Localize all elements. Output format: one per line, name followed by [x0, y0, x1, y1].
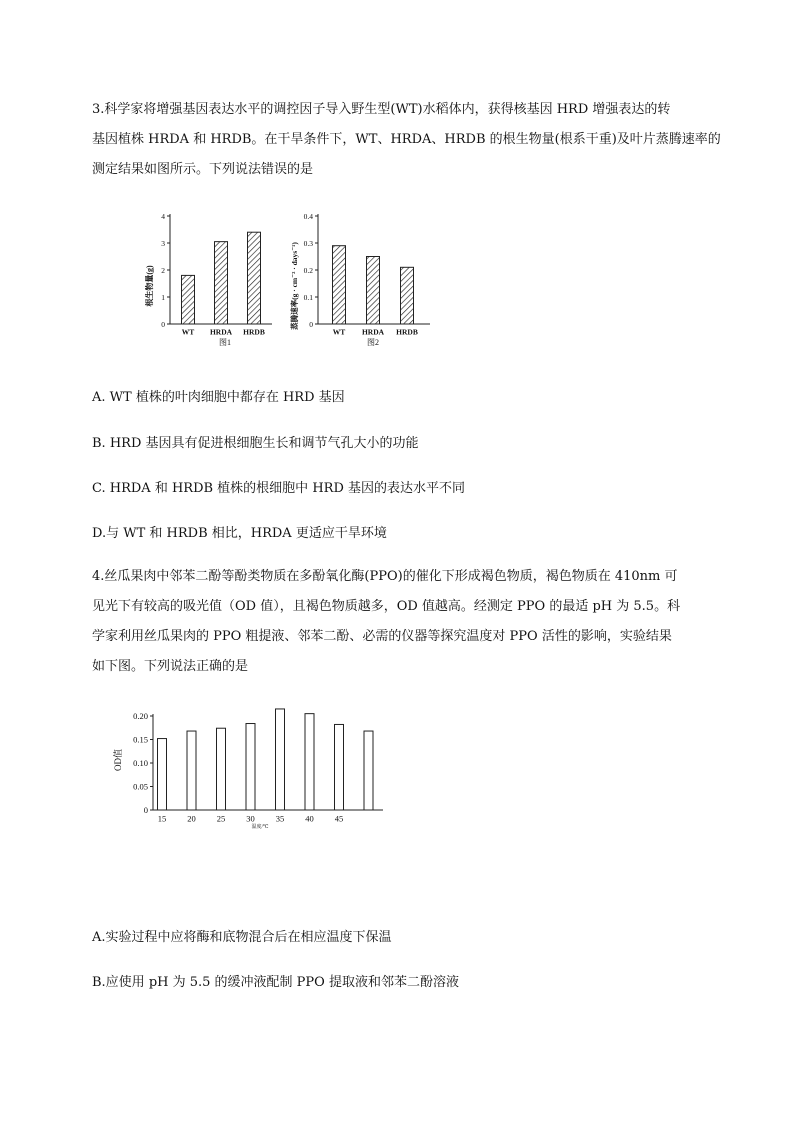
x-tick-label: 20 [187, 813, 196, 824]
y-tick-label: 0 [161, 320, 165, 329]
bar [187, 731, 196, 810]
y-tick-label: 0.3 [303, 239, 313, 248]
x-tick-label: WT [181, 327, 195, 337]
x-tick-label: 30 [246, 813, 255, 824]
chart-transpiration [289, 212, 430, 347]
bar [364, 731, 373, 810]
q4-option-a: A.实验过程中应将酶和底物混合后在相应温度下保温 [92, 930, 392, 945]
y-tick-label: 0.10 [133, 758, 148, 768]
x-tick-label: HRDA [361, 327, 385, 337]
bar [367, 257, 380, 325]
y-tick-label: 0.20 [133, 711, 148, 721]
q3-stem-line: 测定结果如图所示。下列说法错误的是 [92, 162, 314, 177]
chart1-ylabel: 根生物量(g) [145, 265, 154, 307]
chart-od-temperature [112, 709, 383, 830]
q3-stem-line: 基因植株 HRDA 和 HRDB。在干旱条件下，WT、HRDA、HRDB 的根生物量(根系干重)及叶片蒸腾速率的 [92, 132, 721, 147]
chart2-ylabel: 蒸腾速率(g · cm⁻² · days⁻¹) [290, 242, 299, 330]
chart3-ylabel: OD值 [113, 749, 123, 771]
y-tick-label: 2 [161, 266, 165, 275]
q3-option-a: A. WT 植株的叶肉细胞中都存在 HRD 基因 [92, 390, 345, 405]
bar [401, 267, 414, 324]
x-tick-label: HRDA [209, 327, 233, 337]
q4-figure [105, 700, 395, 835]
bar [215, 242, 228, 324]
y-tick-label: 0.2 [303, 266, 313, 275]
y-tick-label: 0 [309, 320, 313, 329]
bar [182, 275, 195, 324]
chart1-caption: 图1 [219, 338, 231, 347]
q4-stem-line: 4.丝瓜果肉中邻苯二酚等酚类物质在多酚氧化酶(PPO)的催化下形成褐色物质，褐色物质在 410nm 可 [92, 569, 678, 584]
x-tick-label: 25 [216, 813, 226, 824]
bar [335, 724, 344, 810]
y-tick-label: 0.4 [303, 212, 313, 221]
y-tick-label: 3 [161, 239, 165, 248]
x-tick-label: WT [332, 327, 346, 337]
bar [158, 739, 167, 810]
x-tick-label: HRDB [243, 327, 265, 337]
bar [305, 714, 314, 810]
q3-stem-line: 3.科学家将增强基因表达水平的调控因子导入野生型(WT)水稻体内，获得核基因 HRD 增强表达的转 [92, 102, 671, 117]
y-tick-label: 0 [143, 805, 148, 815]
q3-option-d: D.与 WT 和 HRDB 相比，HRDA 更适应干旱环境 [92, 526, 387, 541]
q3-option-c: C. HRDA 和 HRDB 植株的根细胞中 HRD 基因的表达水平不同 [92, 481, 465, 496]
q4-option-b: B.应使用 pH 为 5.5 的缓冲液配制 PPO 提取液和邻苯二酚溶液 [92, 975, 459, 990]
y-tick-label: 1 [161, 293, 165, 302]
q4-stem-line: 如下图。下列说法正确的是 [92, 659, 249, 674]
y-tick-label: 0.15 [133, 734, 148, 745]
bar [276, 709, 285, 810]
chart3-xlabel: 温度/℃ [251, 825, 269, 830]
bar [217, 728, 226, 810]
y-tick-label: 4 [161, 212, 165, 221]
q4-stem [92, 562, 704, 682]
x-tick-label: 40 [305, 813, 314, 824]
bar [246, 724, 255, 810]
x-tick-label: 15 [157, 813, 167, 824]
q3-stem [92, 95, 721, 185]
y-tick-label: 0.1 [303, 293, 313, 302]
x-tick-label: 45 [334, 813, 344, 824]
chart-root-biomass [144, 212, 272, 347]
bar [333, 246, 346, 324]
bar [248, 232, 261, 324]
q4-stem-line: 见光下有较高的吸光值（OD 值），且褐色物质越多，OD 值越高。经测定 PPO 的最适 pH 为 5.5。科 [92, 599, 681, 614]
q3-option-b: B. HRD 基因具有促进根细胞生长和调节气孔大小的功能 [92, 436, 419, 451]
x-tick-label: HRDB [396, 327, 418, 337]
chart2-caption: 图2 [367, 338, 379, 347]
y-tick-label: 0.05 [133, 781, 148, 792]
q3-figure [140, 208, 440, 353]
q4-stem-line: 学家利用丝瓜果肉的 PPO 粗提液、邻苯二酚、必需的仪器等探究温度对 PPO 活性的影响，实验结果 [92, 629, 672, 644]
x-tick-label: 35 [275, 813, 285, 824]
